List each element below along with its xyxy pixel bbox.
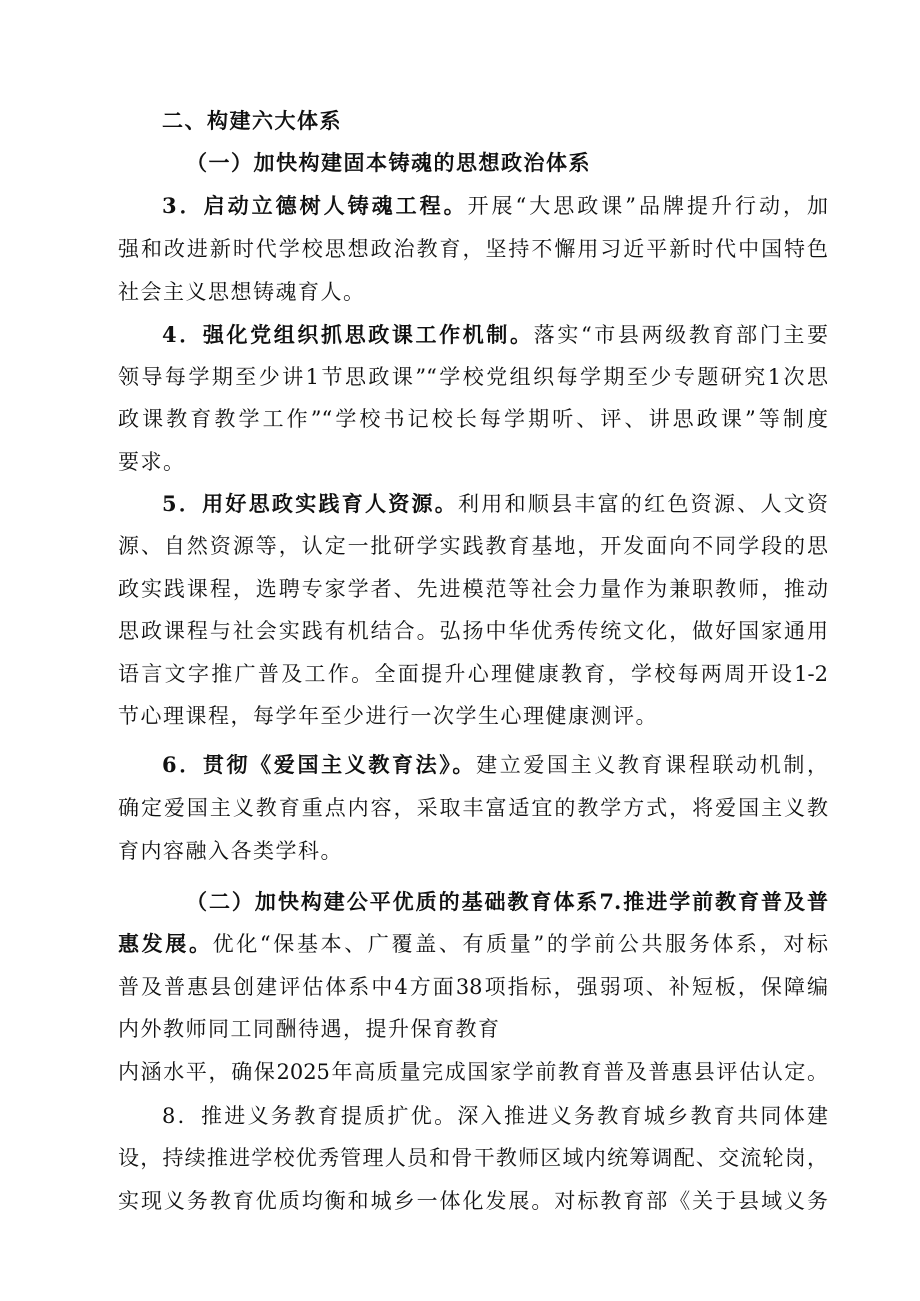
item-8-line-2: 设，持续推进学校优秀管理人员和骨干教师区域内统筹调配、交流轮岗， bbox=[118, 1146, 828, 1170]
item-3-line-1 bbox=[162, 191, 828, 221]
item-7-line-3: 普及普惠县创建评估体系中4方面38项指标，强弱项、补短板，保障编 bbox=[118, 975, 828, 999]
item-5-line-5: 语言文字推广普及工作。全面提升心理健康教育，学校每两周开设1-2 bbox=[118, 662, 828, 686]
item-7-text: 优化“保基本、广覆盖、有质量”的学前公共服务体系，对标 bbox=[212, 932, 828, 956]
item-5-line-6: 节心理课程，每学年至少进行一次学生心理健康测评。 bbox=[118, 704, 658, 728]
subsection-heading-2: （二）加快构建公平优质的基础教育体系 bbox=[186, 889, 600, 914]
item-3-line-3: 社会主义思想铸魂育人。 bbox=[118, 280, 366, 304]
item-7-line-1 bbox=[186, 887, 828, 917]
item-5-text: 利用和顺县丰富的红色资源、人文资 bbox=[458, 492, 828, 516]
item-3-line-2: 强和改进新时代学校思想政治教育，坚持不懈用习近平新时代中国特色 bbox=[118, 237, 828, 261]
item-4-text: 落实“市县两级教育部门主要 bbox=[533, 323, 828, 347]
item-5-title: 5．用好思政实践育人资源。 bbox=[162, 491, 459, 516]
item-4-line-3: 政课教育教学工作”“学校书记校长每学期听、评、讲思政课”等制度 bbox=[118, 407, 828, 431]
item-7-line-4: 内外教师同工同酬待遇，提升保育教育 bbox=[118, 1017, 501, 1041]
section-heading: 二、构建六大体系 bbox=[162, 108, 342, 133]
item-5-line-2: 源、自然资源等，认定一批研学实践教育基地，开发面向不同学段的思 bbox=[118, 534, 828, 558]
item-5-line-1 bbox=[162, 489, 828, 519]
item-6-text: 建立爱国主义教育课程联动机制， bbox=[476, 753, 828, 777]
item-7-title-part-1: 7.推进学前教育普及普 bbox=[599, 889, 828, 914]
item-6-line-2: 确定爱国主义教育重点内容，采取丰富适宜的教学方式，将爱国主义教 bbox=[118, 796, 828, 820]
item-5-line-4: 思政课程与社会实践有机结合。弘扬中华优秀传统文化，做好国家通用 bbox=[118, 619, 828, 643]
item-7-line-2 bbox=[118, 929, 828, 959]
item-6-title: 6．贯彻《爱国主义教育法》。 bbox=[162, 752, 477, 777]
item-8-line-1: 8．推进义务教育提质扩优。深入推进义务教育城乡教育共同体建 bbox=[162, 1104, 828, 1128]
item-7-title-part-2: 惠发展。 bbox=[118, 931, 213, 956]
item-6-line-3: 育内容融入各类学科。 bbox=[118, 839, 343, 863]
item-5-line-3: 政实践课程，选聘专家学者、先进模范等社会力量作为兼职教师，推动 bbox=[118, 577, 828, 601]
item-3-title: 3．启动立德树人铸魂工程。 bbox=[162, 193, 468, 218]
subsection-heading-1: （一）加快构建固本铸魂的思想政治体系 bbox=[186, 150, 591, 175]
item-7-line-5: 内涵水平，确保2025年高质量完成国家学前教育普及普惠县评估认定。 bbox=[118, 1060, 828, 1084]
item-4-title: 4．强化党组织抓思政课工作机制。 bbox=[162, 322, 534, 347]
item-4-line-2: 领导每学期至少讲1节思政课”“学校党组织每学期至少专题研究1次思 bbox=[118, 365, 828, 389]
item-6-line-1 bbox=[162, 750, 828, 780]
item-3-text: 开展“大思政课”品牌提升行动，加 bbox=[467, 194, 828, 218]
item-8-line-3: 实现义务教育优质均衡和城乡一体化发展。对标教育部《关于县域义务 bbox=[118, 1189, 828, 1213]
item-4-line-1 bbox=[162, 320, 828, 350]
item-4-line-4: 要求。 bbox=[118, 450, 186, 474]
